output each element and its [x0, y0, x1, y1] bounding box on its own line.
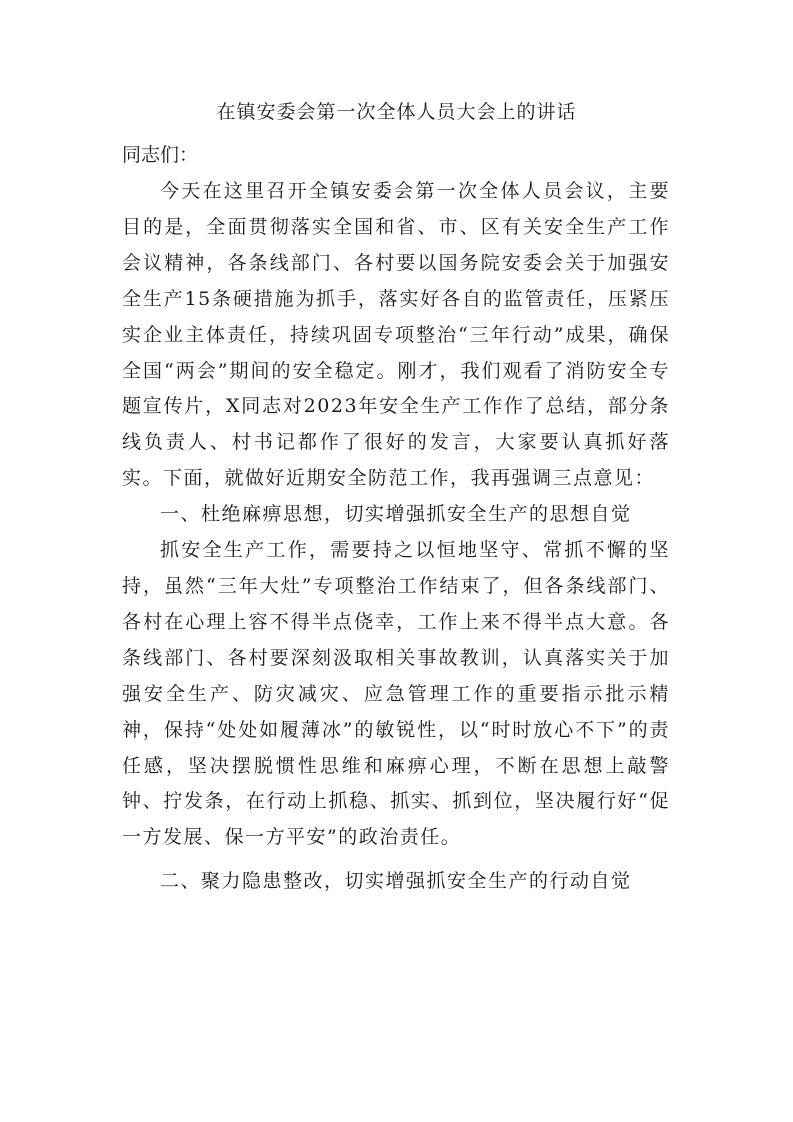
document-title: 在镇安委会第一次全体人员大会上的讲话	[216, 101, 577, 123]
section-heading-1: 一、杜绝麻痹思想，切实增强抓安全生产的思想自觉	[160, 503, 632, 526]
paragraph-intro: 今天在这里召开全镇安委会第一次全体人员会议，主要目的是，全面贯彻落实全国和省、市、区有关安全生产工作会议精神，各条线部门、各村要以国务院安委会关于加强安全生产15条硬措施为抓手，落实好各自的监管责任，压紧压实企业主体责任，持续巩固专项整治“三年行动”成果，确保全国“两会”期间的安全稳定。刚才，我们观看了消防安全专题宣传片，X同志对2023年安全生产工作作了总结，部分条线负责人、村书记都作了很好的发言，大家要认真抓好落实。下面，就做好近期安全防范工作，我再强调三点意见：	[122, 180, 670, 490]
section-heading-2: 二、聚力隐患整改，切实增强抓安全生产的行动自觉	[160, 870, 632, 893]
salutation: 同志们：	[122, 144, 199, 166]
paragraph-section-1: 抓安全生产工作，需要持之以恒地坚守、常抓不懈的坚持，虽然“三年大灶”专项整治工作结束了，但各条线部门、各村在心理上容不得半点侥幸，工作上来不得半点大意。各条线部门、各村要深刻汲取相关事故教训，认真落实关于加强安全生产、防灾减灾、应急管理工作的重要指示批示精神，保持“处处如履薄冰”的敏锐性，以“时时放心不下”的责任感，坚决摆脱惯性思维和麻痹心理，不断在思想上敲警钟、拧发条，在行动上抓稳、抓实、抓到位，坚决履行好“促一方发展、保一方平安”的政治责任。	[122, 539, 670, 849]
document-body	[122, 174, 670, 900]
